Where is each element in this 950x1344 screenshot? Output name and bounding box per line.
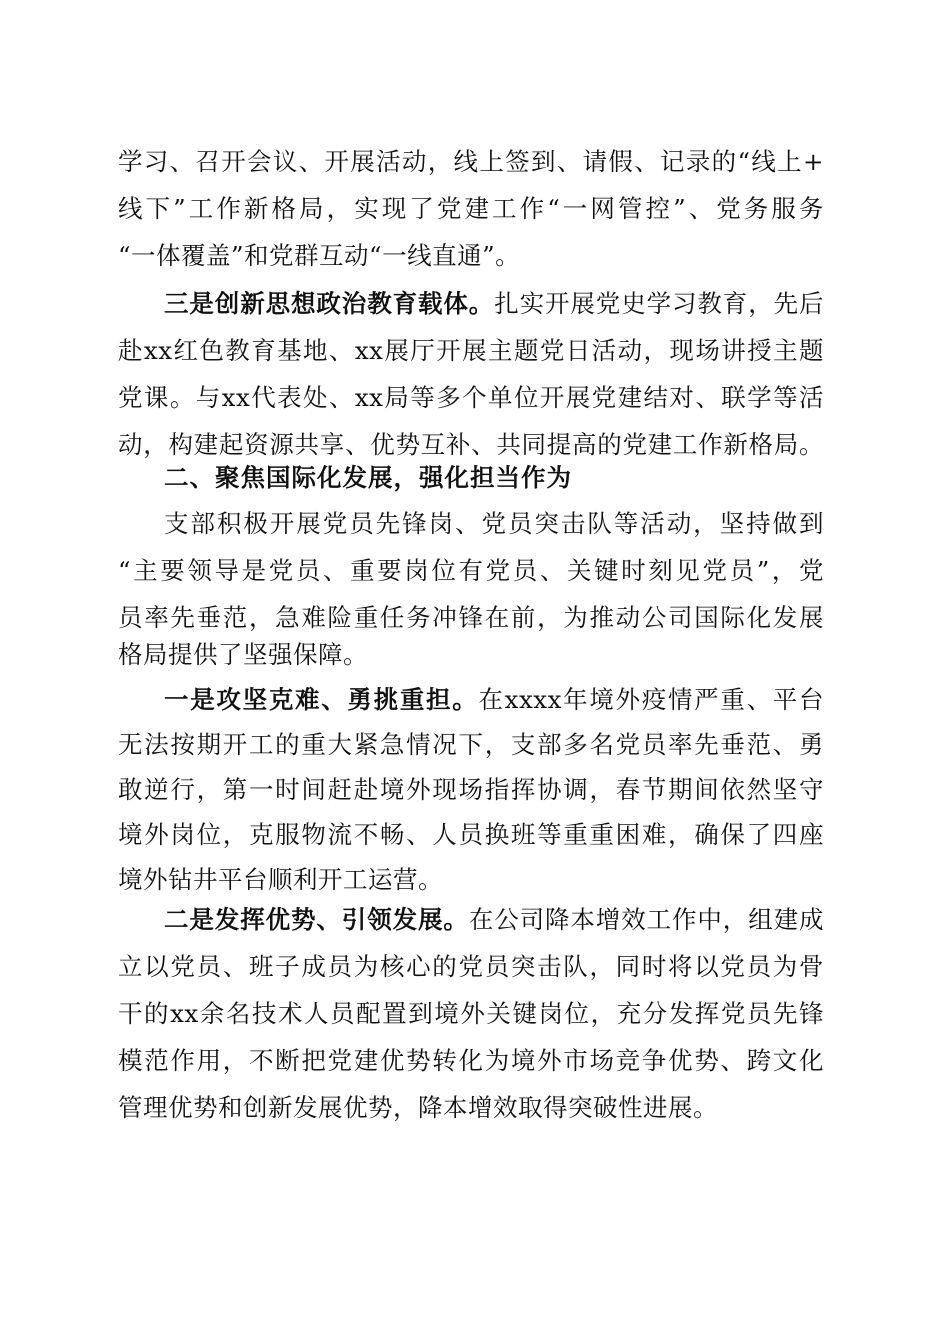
paragraph-2-line-2: 赴xx红色教育基地、xx展厅开展主题党日活动，现场讲授主题 (118, 336, 824, 365)
paragraph-4-line-3: 敢逆行，第一时间赶赴境外现场指挥协调，春节期间依然坚守 (118, 775, 824, 804)
paragraph-1-line-2: 线下”工作新格局，实现了党建工作“一网管控”、党务服务 (118, 194, 824, 223)
paragraph-2-line-1 (164, 287, 824, 321)
paragraph-3-line-2: “主要领导是党员、重要岗位有党员、关键时刻见党员”，党 (118, 556, 824, 585)
paragraph-5-lead: 二是发挥优势、引领发展。 (164, 905, 469, 934)
paragraph-1-line-1: 学习、召开会议、开展活动，线上签到、请假、记录的“线上+ (118, 147, 824, 176)
paragraph-4-line-4: 境外岗位，克服物流不畅、人员换班等重重困难，确保了四座 (118, 820, 824, 849)
paragraph-3-line-1: 支部积极开展党员先锋岗、党员突击队等活动，坚持做到 (164, 509, 824, 538)
paragraph-1-line-3: “一体覆盖”和党群互动“一线直通”。 (118, 241, 521, 270)
paragraph-3-line-3: 员率先垂范，急难险重任务冲锋在前，为推动公司国际化发展 (118, 603, 824, 632)
paragraph-3-line-4: 格局提供了坚强保障。 (118, 640, 368, 669)
paragraph-2-lead: 三是创新思想政治教育载体。 (164, 289, 495, 318)
paragraph-2-first-rest: 扎实开展党史学习教育，先后 (494, 289, 825, 318)
section-heading: 二、聚焦国际化发展，强化担当作为 (164, 463, 572, 492)
paragraph-4-line-5: 境外钻井平台顺利开工运营。 (118, 865, 443, 894)
paragraph-5-line-3: 干的xx余名技术人员配置到境外关键岗位，充分发挥党员先锋 (118, 999, 824, 1028)
paragraph-5-line-1 (164, 903, 824, 937)
paragraph-2-line-4: 动，构建起资源共享、优势互补、共同提高的党建工作新格局。 (118, 430, 824, 459)
paragraph-4-first-rest: 在xxxx年境外疫情严重、平台 (478, 685, 824, 714)
paragraph-5-line-4: 模范作用，不断把党建优势转化为境外市场竞争优势、跨文化 (118, 1046, 824, 1075)
paragraph-5-first-rest: 在公司降本增效工作中，组建成 (468, 905, 825, 934)
paragraph-5-line-2: 立以党员、班子成员为核心的党员突击队，同时将以党员为骨 (118, 952, 824, 981)
paragraph-4-lead: 一是攻坚克难、勇挑重担。 (164, 685, 479, 714)
paragraph-4-line-1 (164, 683, 824, 717)
paragraph-4-line-2: 无法按期开工的重大紧急情况下，支部多名党员率先垂范、勇 (118, 730, 824, 759)
paragraph-5-line-5: 管理优势和创新发展优势，降本增效取得突破性进展。 (118, 1093, 718, 1122)
paragraph-2-line-3: 党课。与xx代表处、xx局等多个单位开展党建结对、联学等活 (118, 383, 824, 412)
